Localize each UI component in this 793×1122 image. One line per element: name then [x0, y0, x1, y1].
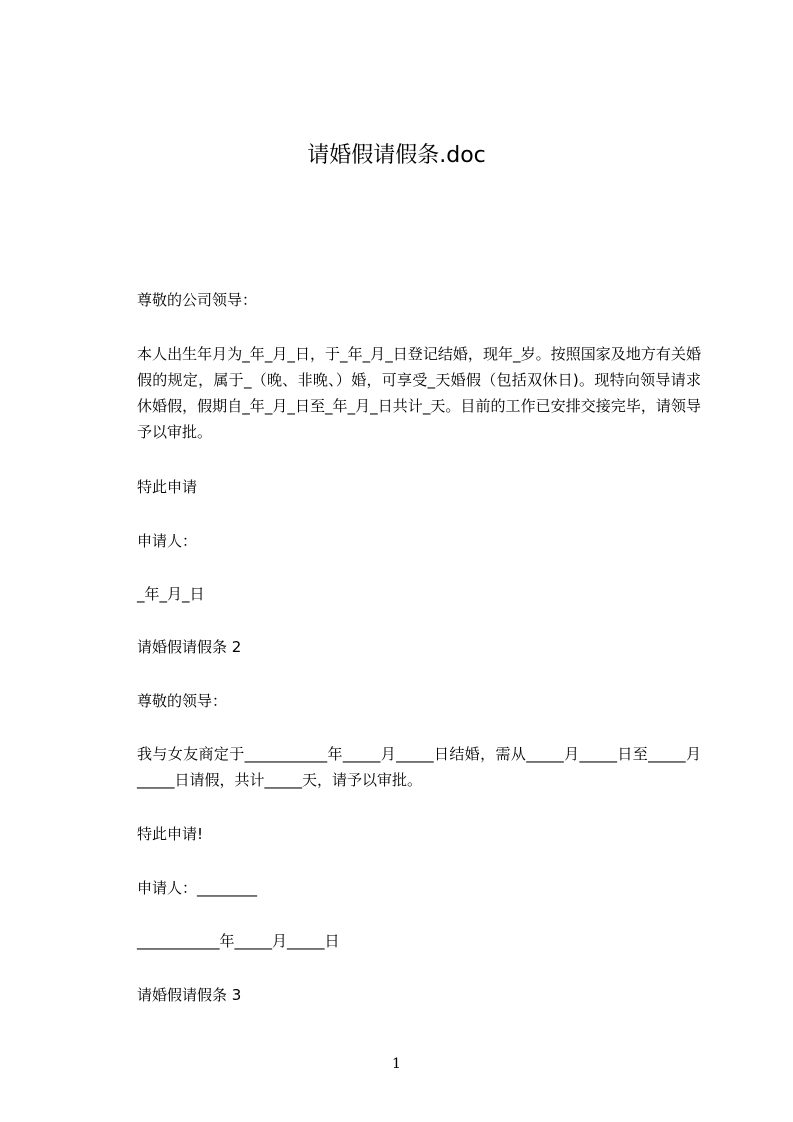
salutation-1: 尊敬的公司领导： [137, 291, 258, 309]
closing-2: 特此申请! [137, 825, 204, 843]
date-line-1: _年_月_日 [137, 585, 205, 603]
body-paragraph-2: 我与女友商定于___________年_____月_____日结婚，需从_____月_____日至_____月_____日请假，共计_____天，请予以审批。 [137, 745, 701, 789]
section-heading-3: 请婚假请假条 3 [137, 986, 242, 1004]
section-heading-2: 请婚假请假条 2 [137, 638, 242, 656]
salutation-2: 尊敬的领导： [137, 692, 228, 710]
page-number: 1 [392, 1056, 401, 1072]
closing-1: 特此申请 [137, 478, 198, 496]
date-line-2: ___________年_____月_____日 [137, 932, 340, 950]
applicant-line-1: 申请人： [137, 532, 198, 550]
document-title: 请婚假请假条.doc [307, 143, 486, 168]
applicant-line-2: 申请人：________ [137, 879, 258, 897]
body-paragraph-1: 本人出生年月为_年_月_日，于_年_月_日登记结婚，现年_岁。按照国家及地方有关婚假的规定，属于_（晚、非晚、）婚，可享受_天婚假（包括双休日)。现特向领导请求休婚假，假期自_年_月_日至_年_月_日共计_天。目前的工作已安排交接完毕，请领导予以审批。 [137, 345, 701, 441]
